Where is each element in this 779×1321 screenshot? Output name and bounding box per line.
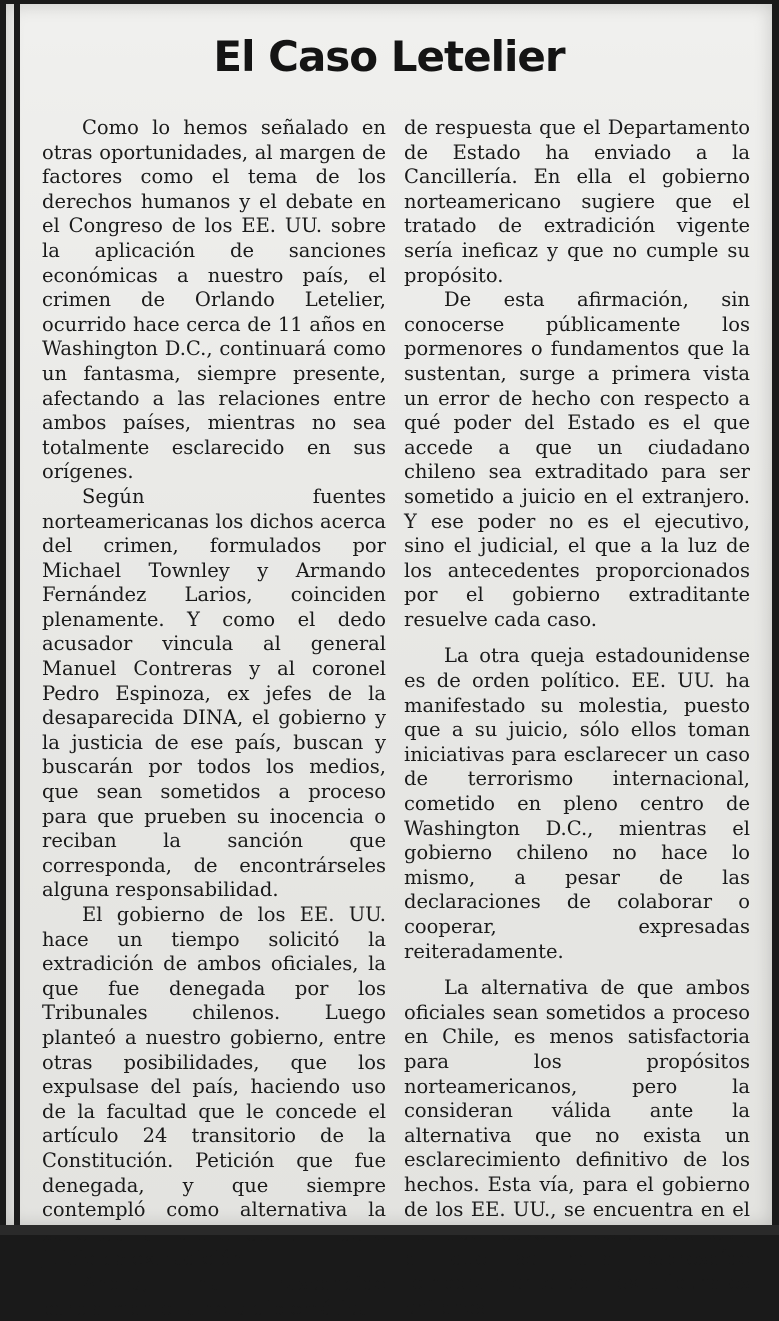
- paragraph: El gobierno de los EE. UU. hace un tiempo solicitó la extradición de ambos oficiales, la que fue denegada por los Tribunales chilenos. Luego planteó a nuestro gobierno, entre otras posibilidades, que los expulsase del país, haciendo uso de la facultad que le concede el artículo 24 transitorio de la Constitución. Petición que fue denegada, y que siempre contempló como alternativa la juicio de extradición.: [42, 903, 386, 1271]
- page-edge: [0, 1225, 779, 1235]
- paragraph: La alternativa de que ambos oficiales sean sometidos a proceso en Chile, es menos satisfactoria para los propósitos norteamericanos, pero la consideran válida ante la alternativa que no exista un esclarecimiento definitivo de los hechos. Esta vía, para el gobierno de los EE. UU., se encuentra en el el que se halla sobreseído temporalmente por los tribunales chilenos.: [404, 976, 750, 1319]
- paragraph: Ahora, ha trascendido parcialmente la nota diplomática: [42, 1271, 386, 1320]
- paragraph: Como lo hemos señalado en otras oportunidades, al margen de factores como el tema de los derechos humanos y el debate en el Congreso de los EE. UU. sobre la aplicación de sanciones económicas a nuestro país, el crimen de Orlando Letelier, ocurrido hace cerca de 11 años en Washington D.C., continuará como un fantasma, siempre presente, afectando a las relaciones entre ambos países, mientras no sea totalmente esclarecido en sus orígenes.: [42, 116, 386, 484]
- paragraph: La otra queja estadounidense es de orden político. EE. UU. ha manifestado su molestia, puesto que a su juicio, sólo ellos toman iniciativas para esclarecer un caso de terrorismo internacional, cometido en pleno centro de Washington D.C., mientras el gobierno chileno no hace lo mismo, a pesar de las declaraciones de colaborar o cooperar, expresadas reiteradamente.: [404, 644, 750, 963]
- newspaper-clipping: [6, 4, 772, 1320]
- left-column: [42, 116, 386, 1321]
- article-title: El Caso Letelier: [213, 32, 565, 81]
- paragraph: De esta afirmación, sin conocerse públicamente los pormenores o fundamentos que la sustentan, surge a primera vista un error de hecho con respecto a qué poder del Estado es el que accede a que un ciudadano chileno sea extraditado para ser sometido a juicio en el extranjero. Y ese poder no es el ejecutivo, sino el judicial, el que a la luz de los antecedentes proporcionados por el gobierno extraditante resuelve cada caso.: [404, 288, 750, 631]
- column-rule: [14, 4, 20, 1226]
- paragraph: Según fuentes norteamericanas los dichos acerca del crimen, formulados por Michael Townley y Armando Fernández Larios, coinciden plenamente. Y como el dedo acusador vincula al general Manuel Contreras y al coronel Pedro Espinoza, ex jefes de la desaparecida DINA, el gobierno y la justicia de ese país, buscan y buscarán por todos los medios, que sean sometidos a proceso para que prueben su inocencia o reciban la sanción que corresponda, de encontrárseles alguna responsabilidad.: [42, 484, 386, 902]
- right-column: [404, 116, 750, 1321]
- paragraph: de respuesta que el Departamento de Estado ha enviado a la Cancillería. En ella el gobierno norteamericano sugiere que el tratado de extradición vigente sería ineficaz y que no cumple su propósito.: [404, 116, 750, 287]
